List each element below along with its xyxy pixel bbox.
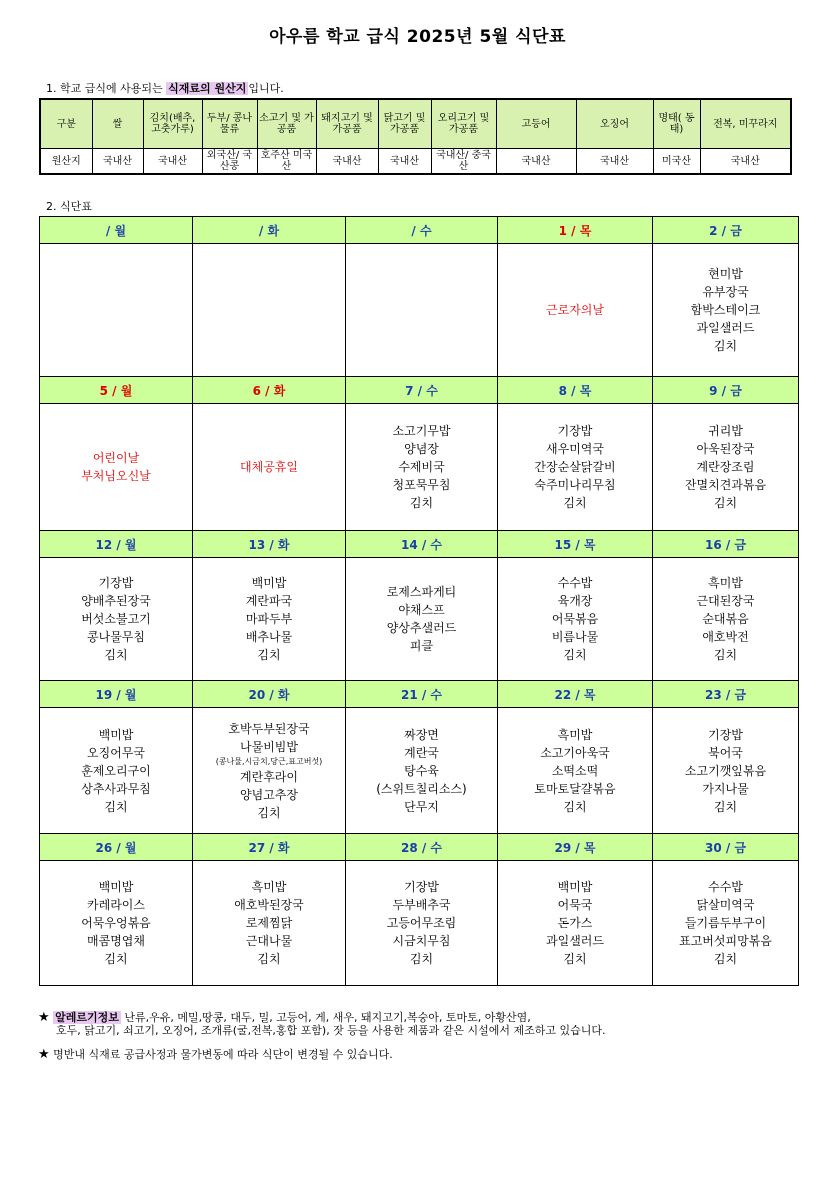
menu-cell xyxy=(653,861,799,986)
day-header-row xyxy=(40,834,799,861)
origin-highlight: 식재료의 원산지 xyxy=(168,82,247,95)
menu-item: 소고기무밥 xyxy=(392,424,451,438)
menu-item: 숙주미나리무침 xyxy=(534,478,616,492)
menu-cell xyxy=(346,558,498,681)
menu-item: 수제비국 xyxy=(398,460,445,474)
day-header: 14 / 수 xyxy=(346,531,498,558)
menu-item: 소고기깻잎볶음 xyxy=(684,763,767,778)
origin-header-cell: 닭고기 및 가공품 xyxy=(378,99,431,149)
menu-item: 버섯소불고기 xyxy=(81,612,151,626)
origin-value-cell: 국내산/ 중국산 xyxy=(431,149,496,175)
origin-value-cell: 국내산 xyxy=(496,149,576,175)
star-icon: ★ xyxy=(38,1010,50,1025)
menu-item: 수수밥 xyxy=(708,880,743,894)
menu-item: 카레라이스 xyxy=(87,898,145,912)
menu-item: 계란후라이 xyxy=(240,769,298,784)
holiday-label: 부처님오신날 xyxy=(81,469,151,483)
day-header: 15 / 목 xyxy=(498,531,653,558)
menu-item: 백미밥 xyxy=(251,576,287,590)
day-header: 16 / 금 xyxy=(653,531,799,558)
menu-table xyxy=(39,216,799,986)
day-header: 29 / 목 xyxy=(498,834,653,861)
day-header: 13 / 화 xyxy=(193,531,346,558)
origin-value-cell: 국내산 xyxy=(576,149,653,175)
page-title: 아우름 학교 급식 2025년 5월 식단표 xyxy=(269,27,566,47)
menu-item: 애호박전 xyxy=(702,630,749,644)
origin-value-cell: 미국산 xyxy=(653,149,700,175)
origin-header-cell: 고등어 xyxy=(496,99,576,149)
menu-item: 새우미역국 xyxy=(546,442,604,456)
day-header-row xyxy=(40,377,799,404)
menu-item: (콩나물,시금치,당근,표고버섯) xyxy=(215,756,323,766)
menu-item: 로제스파게티 xyxy=(386,585,457,599)
menu-row xyxy=(40,861,799,986)
origin-header-cell: 두부/ 콩나물류 xyxy=(202,99,257,149)
day-header: / 화 xyxy=(193,217,346,244)
origin-value-cell: 국내산 xyxy=(700,149,791,175)
star-icon: ★ xyxy=(38,1047,50,1062)
menu-cell xyxy=(346,861,498,986)
menu-item: 잔멸치견과볶음 xyxy=(684,478,767,492)
menu-item: 순대볶음 xyxy=(702,612,749,626)
menu-item: 기장밥 xyxy=(708,727,743,742)
menu-cell xyxy=(193,404,346,531)
menu-item: 흑미밥 xyxy=(557,727,593,742)
menu-item: 콩나물무침 xyxy=(87,630,145,644)
day-header: 8 / 목 xyxy=(498,377,653,404)
menu-item: 어묵볶음 xyxy=(551,612,599,626)
holiday-label: 어린이날 xyxy=(92,451,140,465)
menu-item: 호박두부된장국 xyxy=(228,721,310,736)
day-header: 21 / 수 xyxy=(346,681,498,708)
origin-header-cell: 전복, 미꾸라지 xyxy=(700,99,791,149)
day-header: 2 / 금 xyxy=(653,217,799,244)
menu-cell xyxy=(653,404,799,531)
origin-table xyxy=(39,98,792,175)
menu-item: 과일샐러드 xyxy=(546,934,604,948)
menu-item: 양상추샐러드 xyxy=(386,621,457,635)
menu-row xyxy=(40,404,799,531)
menu-item: 돈가스 xyxy=(557,916,593,930)
menu-cell xyxy=(40,404,193,531)
origin-header-cell: 쌀 xyxy=(92,99,143,149)
menu-item: 들기름두부구이 xyxy=(684,916,767,930)
menu-item: 김치 xyxy=(563,799,587,814)
menu-change-notice: ★ 명반내 식재료 공급사정과 물가변동에 따라 식단이 변경될 수 있습니다. xyxy=(38,1047,393,1062)
menu-item: 훈제오리구이 xyxy=(81,763,151,778)
menu-item: 두부배추국 xyxy=(392,898,451,912)
menu-item: 비름나물 xyxy=(551,630,599,644)
day-header: 7 / 수 xyxy=(346,377,498,404)
menu-item: 김치 xyxy=(713,648,738,662)
menu-item: 김치 xyxy=(257,648,281,662)
menu-item: 양배추된장국 xyxy=(81,594,151,608)
menu-item: 기장밥 xyxy=(404,880,439,894)
menu-cell xyxy=(40,558,193,681)
origin-value-cell: 국내산 xyxy=(378,149,431,175)
allergy-label: 알레르기정보 xyxy=(55,1011,119,1024)
menu-cell xyxy=(653,708,799,834)
menu-item: 기장밥 xyxy=(557,424,593,438)
menu-item: 김치 xyxy=(104,799,128,814)
menu-item: 김치 xyxy=(713,952,738,966)
day-header: 27 / 화 xyxy=(193,834,346,861)
origin-header-cell: 김치(배추, 고춧가루) xyxy=(143,99,202,149)
menu-item: 백미밥 xyxy=(98,727,134,742)
menu-item: 함박스테이크 xyxy=(690,303,761,317)
menu-item: 닭살미역국 xyxy=(696,898,755,912)
menu-item: 기장밥 xyxy=(98,576,134,590)
day-header-row xyxy=(40,681,799,708)
holiday-label: 대체공휴일 xyxy=(240,460,298,474)
menu-item: 김치 xyxy=(713,799,738,814)
menu-row xyxy=(40,244,799,377)
menu-cell xyxy=(498,244,653,377)
menu-item: 백미밥 xyxy=(98,880,134,894)
menu-item: (스위트칠리소스) xyxy=(376,781,467,796)
origin-header-cell: 돼지고기 및 가공품 xyxy=(316,99,378,149)
menu-item: 상추사과무침 xyxy=(81,781,151,796)
menu-item: 백미밥 xyxy=(557,880,593,894)
menu-row xyxy=(40,558,799,681)
menu-cell xyxy=(346,244,498,377)
menu-item: 탕수육 xyxy=(404,763,439,778)
menu-cell xyxy=(193,861,346,986)
menu-item: 김치 xyxy=(563,648,587,662)
menu-cell xyxy=(193,244,346,377)
menu-cell xyxy=(346,404,498,531)
menu-item: 표고버섯피망볶음 xyxy=(679,934,772,948)
menu-item: 양념장 xyxy=(404,442,439,456)
menu-item: 배추나물 xyxy=(245,630,293,644)
menu-item: 수수밥 xyxy=(557,576,593,590)
menu-item: 청포묵무침 xyxy=(392,478,451,492)
origin-header-cell: 명태( 동태) xyxy=(653,99,700,149)
origin-value-cell: 국내산 xyxy=(143,149,202,175)
day-header: 23 / 금 xyxy=(653,681,799,708)
menu-item: 북어국 xyxy=(708,745,743,760)
menu-item: 아욱된장국 xyxy=(696,442,755,456)
menu-item: 김치 xyxy=(104,952,128,966)
day-header: 30 / 금 xyxy=(653,834,799,861)
origin-header-cell: 오징어 xyxy=(576,99,653,149)
menu-item: 김치 xyxy=(713,496,738,510)
menu-item: 김치 xyxy=(713,339,738,353)
menu-item: 김치 xyxy=(563,952,587,966)
menu-cell xyxy=(40,861,193,986)
origin-value-cell: 국내산 xyxy=(92,149,143,175)
day-header: 22 / 목 xyxy=(498,681,653,708)
menu-row xyxy=(40,708,799,834)
day-header: 20 / 화 xyxy=(193,681,346,708)
day-header: 12 / 월 xyxy=(40,531,193,558)
menu-item: 애호박된장국 xyxy=(234,898,304,912)
menu-cell xyxy=(498,558,653,681)
day-header: 1 / 목 xyxy=(498,217,653,244)
menu-item: 양념고추장 xyxy=(240,787,298,802)
origin-header-cell: 소고기 및 가공품 xyxy=(257,99,316,149)
day-header: 26 / 월 xyxy=(40,834,193,861)
day-header: / 수 xyxy=(346,217,498,244)
origin-header-cell: 오리고기 및 가공품 xyxy=(431,99,496,149)
menu-item: 토마토달걀볶음 xyxy=(534,781,616,796)
menu-item: 소떡소떡 xyxy=(551,763,599,778)
menu-item: 김치 xyxy=(563,496,587,510)
menu-item: 짜장면 xyxy=(404,727,439,742)
menu-item: 현미밥 xyxy=(708,267,743,281)
menu-item: 로제찜닭 xyxy=(245,916,293,930)
day-header: / 월 xyxy=(40,217,193,244)
menu-item: 근대나물 xyxy=(245,934,293,948)
menu-cell xyxy=(40,244,193,377)
allergy-note: ★ 알레르기정보 난류,우유, 메밀,땅콩, 대두, 밀, 고등어, 게, 새우, 돼지고기,복숭아, 토마토, 아황산염, 호두, 닭고기, 쇠고기, 오징어, 조개류(굴,전복,홍합 포함), 잣 등을 사용한 제품과 같은 시설에서 제조하고 있습니다. xyxy=(38,1010,606,1037)
menu-item: 매콤명엽채 xyxy=(87,934,145,948)
menu-item: 어묵국 xyxy=(557,898,593,912)
holiday-label: 근로자의날 xyxy=(546,303,604,317)
day-header: 28 / 수 xyxy=(346,834,498,861)
menu-item: 오징어무국 xyxy=(87,745,145,760)
menu-item: 김치 xyxy=(409,952,434,966)
menu-cell xyxy=(653,244,799,377)
menu-item: 흑미밥 xyxy=(708,576,743,590)
origin-value-cell: 국내산 xyxy=(316,149,378,175)
menu-item: 김치 xyxy=(104,648,128,662)
menu-item: 계란파국 xyxy=(245,594,293,608)
origin-value-cell: 외국산/ 국산콩 xyxy=(202,149,257,175)
menu-item: 계란국 xyxy=(404,745,439,760)
menu-cell xyxy=(498,708,653,834)
menu-cell xyxy=(40,708,193,834)
menu-item: 피클 xyxy=(409,639,434,653)
menu-item: 계란장조림 xyxy=(696,460,755,474)
day-header: 9 / 금 xyxy=(653,377,799,404)
menu-item: 근대된장국 xyxy=(696,594,755,608)
menu-cell xyxy=(193,708,346,834)
menu-cell xyxy=(498,861,653,986)
menu-item: 육개장 xyxy=(557,594,593,608)
menu-item: 김치 xyxy=(257,952,281,966)
origin-value-cell: 호주산 미국산 xyxy=(257,149,316,175)
day-header: 6 / 화 xyxy=(193,377,346,404)
day-header: 5 / 월 xyxy=(40,377,193,404)
menu-item: 고등어무조림 xyxy=(386,916,457,930)
menu-item: 간장순살닭갈비 xyxy=(534,460,616,474)
menu-cell xyxy=(193,558,346,681)
day-header-row xyxy=(40,531,799,558)
menu-cell xyxy=(346,708,498,834)
menu-item: 시금치무침 xyxy=(392,934,451,948)
menu-item: 나물비빔밥 xyxy=(240,739,298,754)
menu-item: 야채스프 xyxy=(398,603,445,617)
day-header: 19 / 월 xyxy=(40,681,193,708)
menu-item: 김치 xyxy=(409,496,434,510)
menu-cell xyxy=(498,404,653,531)
menu-item: 유부장국 xyxy=(702,285,749,299)
day-header-row xyxy=(40,217,799,244)
section-origin-heading: 1. 학교 급식에 사용되는 식재료의 원산지 입니다. xyxy=(46,82,284,95)
origin-header-cell: 구분 xyxy=(40,99,92,149)
menu-item: 가지나물 xyxy=(702,781,749,796)
menu-cell xyxy=(653,558,799,681)
menu-item: 김치 xyxy=(257,805,281,820)
menu-item: 흑미밥 xyxy=(251,880,287,894)
menu-item: 귀리밥 xyxy=(708,424,743,438)
menu-item: 마파두부 xyxy=(245,612,293,626)
section-menu-heading: 2. 식단표 xyxy=(46,200,92,213)
menu-item: 소고기아욱국 xyxy=(540,745,610,760)
origin-value-cell: 원산지 xyxy=(40,149,92,175)
menu-item: 어묵우엉볶음 xyxy=(81,916,151,930)
menu-item: 과일샐러드 xyxy=(696,321,755,335)
menu-item: 단무지 xyxy=(404,799,439,814)
